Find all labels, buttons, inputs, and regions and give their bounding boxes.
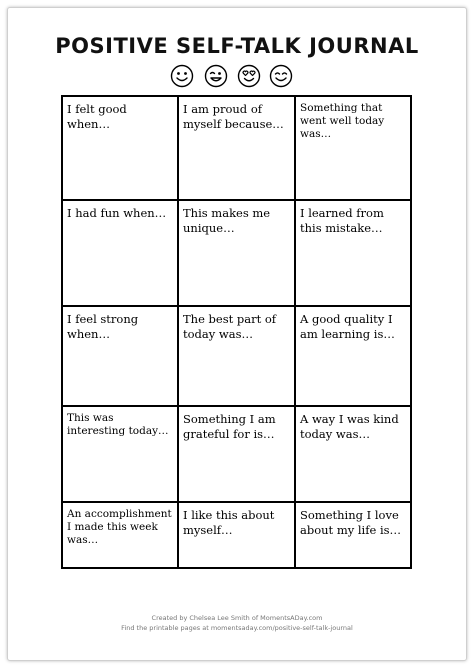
happy-face-icon <box>269 64 293 88</box>
smile-face-icon <box>170 64 194 88</box>
prompt-cell: A good quality I am learning is… <box>296 307 410 407</box>
smiley-row <box>168 64 298 90</box>
prompt-cell: An accomplishment I made this week was… <box>63 503 179 567</box>
prompt-cell: I had fun when… <box>63 201 179 307</box>
prompt-cell: Something I love about my life is… <box>300 508 402 537</box>
prompt-cell: This makes me unique… <box>179 201 296 307</box>
prompt-cell: The best part of today was… <box>179 307 296 407</box>
wink-face-icon <box>204 64 228 88</box>
prompt-cell: Something that went well today was… <box>296 97 410 201</box>
footer-link: Find the printable pages at momentsaday.com/positive-self-talk-journal <box>121 624 353 632</box>
journal-grid <box>61 95 412 569</box>
prompt-cell: I am proud of myself because… <box>179 97 296 201</box>
footer-credit: Created by Chelsea Lee Smith of MomentsADay.com <box>151 614 323 622</box>
heart-eyes-face-icon <box>237 64 261 88</box>
prompt-cell: This was interesting today… <box>63 407 179 503</box>
prompt-cell: I felt good when… <box>63 97 179 201</box>
prompt-cell: I like this about myself… <box>179 503 296 567</box>
prompt-cell: I learned from this mistake… <box>296 201 410 307</box>
prompt-cell: Something I am grateful for is… <box>179 407 296 503</box>
prompt-cell: I feel strong when… <box>63 307 179 407</box>
prompt-cell: A way I was kind today was… <box>296 407 410 503</box>
page-title: POSITIVE SELF-TALK JOURNAL <box>55 34 419 58</box>
